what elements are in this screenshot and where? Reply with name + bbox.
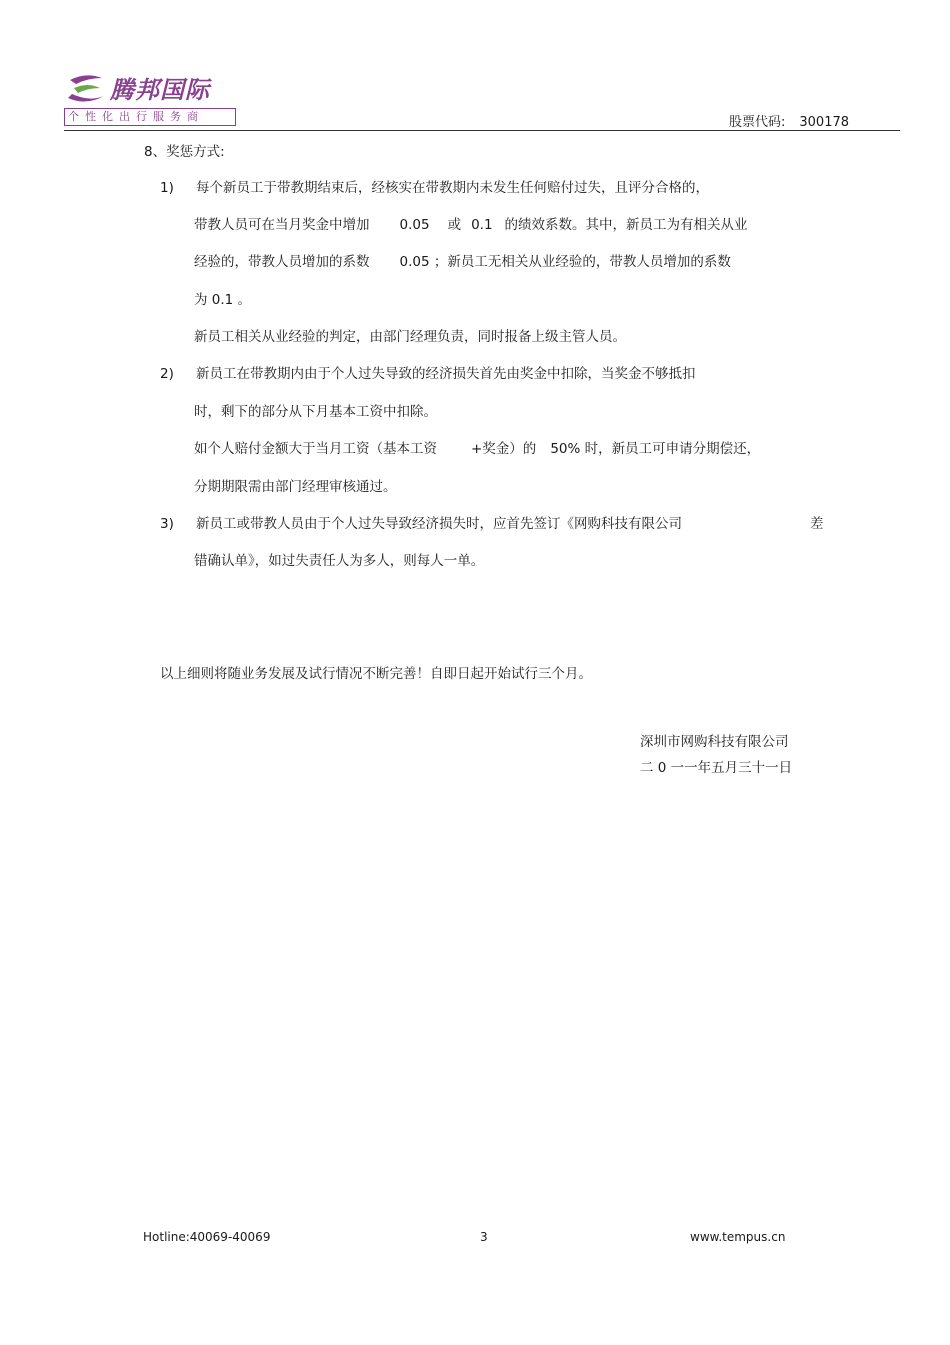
item-3-line-2: 错确认单》，如过失责任人为多人，则每人一单。: [194, 553, 485, 569]
item-1-number: 1): [160, 180, 174, 196]
item-1-line-2-b: 0.05: [399, 217, 430, 233]
item-1-line-2-d: 0.1: [471, 217, 493, 233]
item-1-line-1: 每个新员工于带教期结束后，经核实在带教期内未发生任何赔付过失，且评分合格的，: [196, 180, 709, 196]
stock-code: 300178: [799, 115, 850, 130]
item-2-line-3-b: +奖金）的: [471, 441, 537, 457]
item-2-line-2: 时，剩下的部分从下月基本工资中扣除。: [194, 404, 437, 420]
item-1-line-3-a: 经验的，带教人员增加的系数: [194, 254, 370, 270]
item-2-line-3: [194, 439, 760, 459]
logo-swoosh-icon: [66, 72, 106, 106]
company-logo: [64, 68, 236, 128]
logo-tagline: 个性化出行服务商: [64, 108, 236, 126]
company-signature: 深圳市网购科技有限公司: [640, 734, 789, 750]
item-2-number: 2): [160, 366, 174, 382]
item-2-line-1: 新员工在带教期内由于个人过失导致的经济损失首先由奖金中扣除，当奖金不够抵扣: [196, 366, 696, 382]
item-1-line-3: [194, 252, 731, 272]
footer-website: www.tempus.cn: [690, 1230, 786, 1244]
section-title: 8、奖惩方式:: [144, 144, 225, 160]
closing-statement: 以上细则将随业务发展及试行情况不断完善！自即日起开始试行三个月。: [160, 666, 592, 682]
item-1-line-2-e: 的绩效系数。其中，新员工为有相关从业: [504, 217, 748, 233]
stock-label: 股票代码:: [729, 115, 786, 130]
logo-name: 腾邦国际: [110, 76, 210, 104]
footer-hotline: Hotline:40069-40069: [143, 1230, 271, 1244]
item-2-line-4: 分期期限需由部门经理审核通过。: [194, 479, 397, 495]
item-3-number: 3): [160, 516, 174, 532]
item-1-line-2-a: 带教人员可在当月奖金中增加: [194, 217, 370, 233]
item-1-line-2: [194, 215, 748, 235]
item-2-line-3-a: 如个人赔付金额大于当月工资（基本工资: [194, 441, 437, 457]
item-3-line-1: 新员工或带教人员由于个人过失导致经济损失时，应首先签订《网购科技有限公司: [196, 516, 682, 532]
item-2-line-3-c: 50% 时，新员工可申请分期偿还，: [550, 441, 761, 457]
item-1-line-4: 为 0.1 。: [194, 292, 252, 308]
signature-date: 二 0 一一年五月三十一日: [640, 760, 793, 776]
item-1-line-5: 新员工相关从业经验的判定，由部门经理负责，同时报备上级主管人员。: [194, 329, 626, 345]
footer-page-number: 3: [480, 1230, 488, 1244]
header-divider: [64, 130, 900, 131]
stock-info: [729, 111, 849, 130]
item-3-line-1-end: 差: [810, 516, 824, 532]
item-1-line-3-b: 0.05 ；新员工无相关从业经验的，带教人员增加的系数: [399, 254, 731, 270]
item-1-line-2-c: 或: [447, 217, 462, 233]
